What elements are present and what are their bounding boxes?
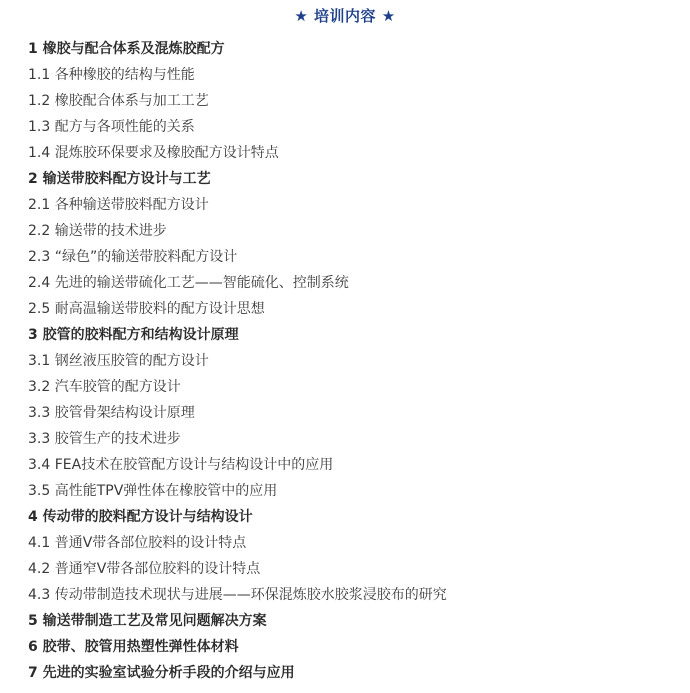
section-heading: 4 传动带的胶料配方设计与结构设计 — [28, 509, 253, 525]
section-heading: 6 胶带、胶管用热塑性弹性体材料 — [28, 639, 239, 655]
subsection-item: 3.3 胶管生产的技术进步 — [28, 431, 181, 447]
section-heading: 5 输送带制造工艺及常见问题解决方案 — [28, 613, 267, 629]
section-heading: 1 橡胶与配合体系及混炼胶配方 — [28, 41, 225, 57]
training-outline-list — [28, 36, 678, 686]
page-title: ★ 培训内容 ★ — [294, 7, 396, 25]
subsection-item: 1.4 混炼胶环保要求及橡胶配方设计特点 — [28, 145, 279, 161]
subsection-item: 1.3 配方与各项性能的关系 — [28, 119, 195, 135]
subsection-item: 1.2 橡胶配合体系与加工工艺 — [28, 93, 209, 109]
section-heading: 3 胶管的胶料配方和结构设计原理 — [28, 327, 239, 343]
subsection-item: 2.2 输送带的技术进步 — [28, 223, 167, 239]
section-heading: 2 输送带胶料配方设计与工艺 — [28, 171, 211, 187]
subsection-item: 2.4 先进的输送带硫化工艺——智能硫化、控制系统 — [28, 275, 349, 291]
subsection-item: 1.1 各种橡胶的结构与性能 — [28, 67, 195, 83]
subsection-item: 3.4 FEA技术在胶管配方设计与结构设计中的应用 — [28, 457, 334, 473]
subsection-item: 3.5 高性能TPV弹性体在橡胶管中的应用 — [28, 483, 278, 499]
subsection-item: 3.1 钢丝液压胶管的配方设计 — [28, 353, 209, 369]
subsection-item: 4.2 普通窄V带各部位胶料的设计特点 — [28, 561, 261, 577]
subsection-item: 2.1 各种输送带胶料配方设计 — [28, 197, 209, 213]
subsection-item: 2.5 耐高温输送带胶料的配方设计思想 — [28, 301, 265, 317]
subsection-item: 3.2 汽车胶管的配方设计 — [28, 379, 181, 395]
subsection-item: 4.1 普通V带各部位胶料的设计特点 — [28, 535, 247, 551]
subsection-item: 3.3 胶管骨架结构设计原理 — [28, 405, 195, 421]
subsection-item: 2.3 “绿色”的输送带胶料配方设计 — [28, 249, 238, 265]
subsection-item: 4.3 传动带制造技术现状与进展——环保混炼胶水胶浆浸胶布的研究 — [28, 587, 447, 603]
section-heading: 7 先进的实验室试验分析手段的介绍与应用 — [28, 665, 295, 681]
